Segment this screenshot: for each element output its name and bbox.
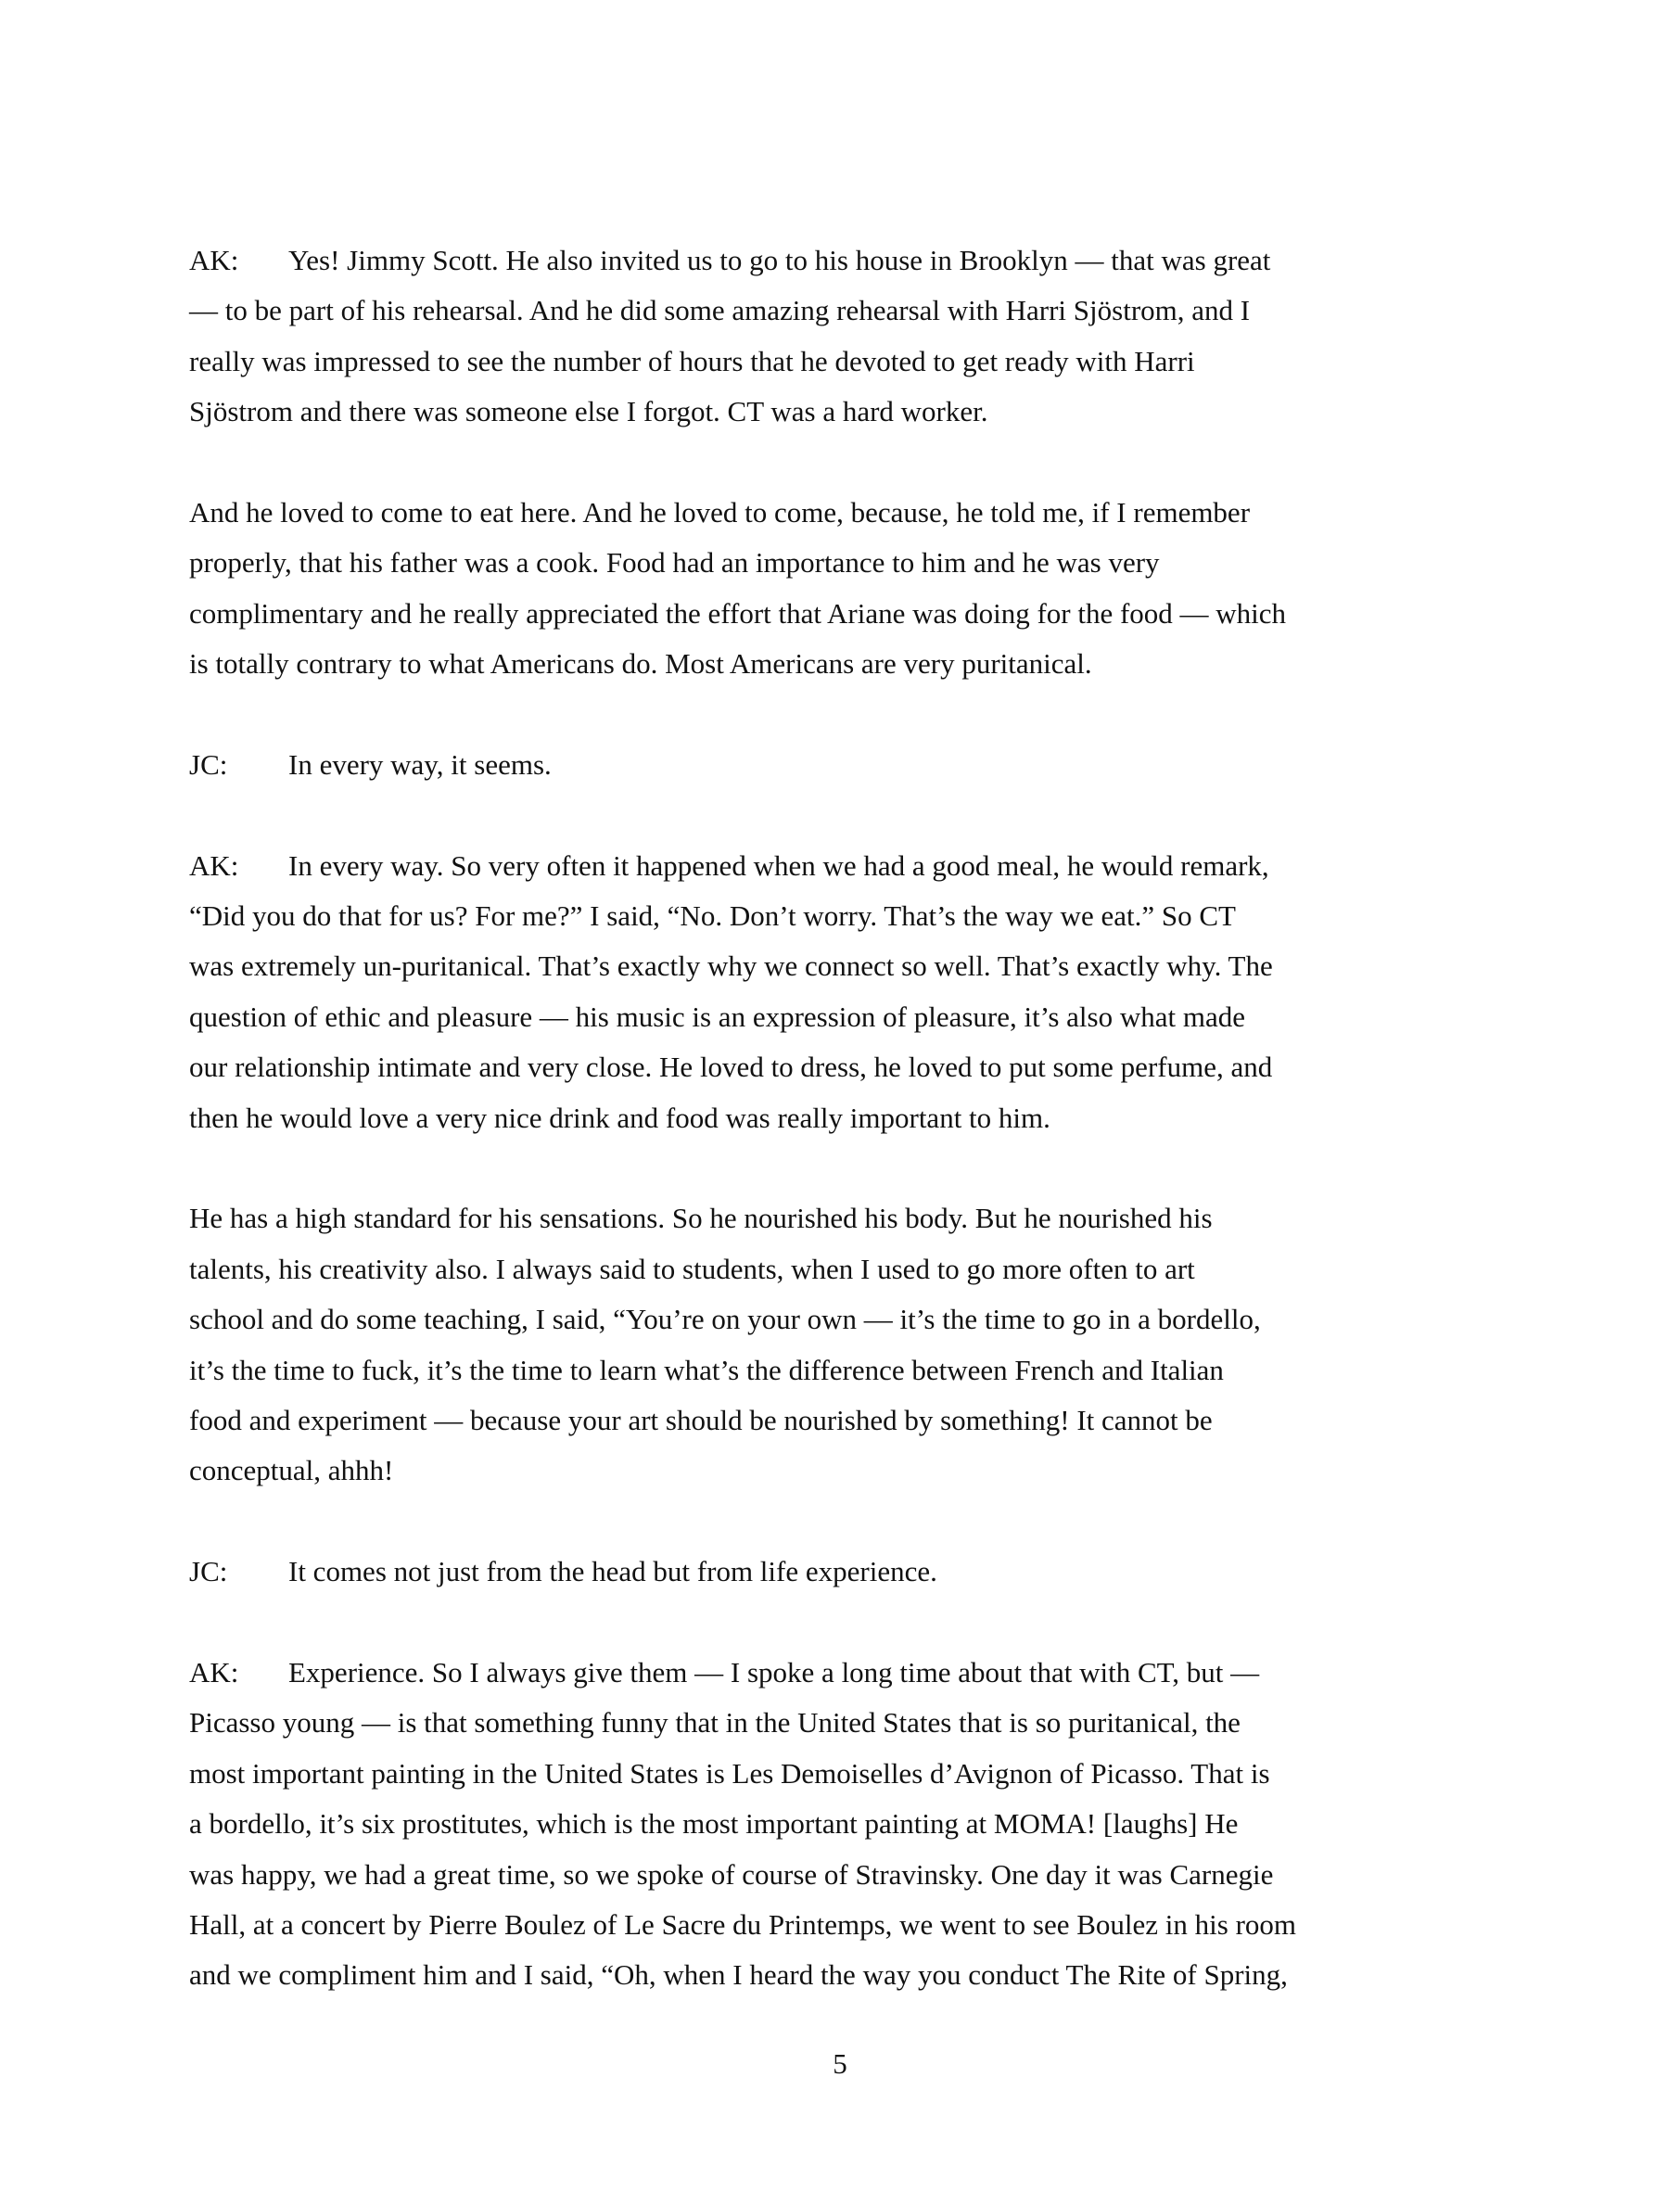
- line-text: properly, that his father was a cook. Food had an importance to him and he was very: [189, 546, 1160, 580]
- line-text: school and do some teaching, I said, “You’re on your own — it’s the time to go in a bordello,: [189, 1303, 1261, 1336]
- continuation-paragraph: [189, 488, 1506, 690]
- text-line: [189, 1395, 1506, 1446]
- speaker-paragraph: [189, 740, 1506, 790]
- speaker-paragraph: [189, 1547, 1506, 1597]
- text-line: [189, 1345, 1506, 1395]
- text-line: [189, 740, 1506, 790]
- line-text: talents, his creativity also. I always said to students, when I used to go more often to art: [189, 1252, 1195, 1285]
- line-text: Sjöstrom and there was someone else I forgot. CT was a hard worker.: [189, 395, 988, 428]
- text-line: [189, 992, 1506, 1042]
- speaker-label: AK:: [189, 848, 239, 882]
- line-text: He has a high standard for his sensations. So he nourished his body. But he nourished his: [189, 1202, 1213, 1235]
- line-text: Picasso young — is that something funny that in the United States that is so puritanical, the: [189, 1706, 1241, 1740]
- line-text: — to be part of his rehearsal. And he did some amazing rehearsal with Harri Sjöstrom, and I: [189, 294, 1251, 327]
- line-text: Hall, at a concert by Pierre Boulez of Le Sacre du Printemps, we went to see Boulez in his room: [189, 1907, 1297, 1941]
- line-text: complimentary and he really appreciated the effort that Ariane was doing for the food — which: [189, 596, 1287, 630]
- text-line: [189, 1244, 1506, 1294]
- line-text: In every way. So very often it happened when we had a good meal, he would remark,: [288, 848, 1269, 882]
- transcript-body: [189, 236, 1506, 2051]
- line-text: it’s the time to fuck, it’s the time to learn what’s the difference between French and Italian: [189, 1353, 1224, 1386]
- line-text: and we compliment him and I said, “Oh, when I heard the way you conduct The Rite of Spring,: [189, 1958, 1288, 1992]
- speaker-paragraph: [189, 841, 1506, 1143]
- line-text: a bordello, it’s six prostitutes, which is the most important painting at MOMA! [laughs] He: [189, 1807, 1239, 1841]
- line-text: question of ethic and pleasure — his music is an expression of pleasure, it’s also what made: [189, 1000, 1245, 1033]
- speaker-paragraph: [189, 236, 1506, 438]
- page-number: 5: [833, 2047, 847, 2080]
- text-line: [189, 337, 1506, 387]
- speaker-label: JC:: [189, 747, 228, 781]
- line-text: was extremely un-puritanical. That’s exactly why we connect so well. That’s exactly why. The: [189, 949, 1273, 983]
- continuation-paragraph: [189, 1193, 1506, 1496]
- text-line: [189, 538, 1506, 588]
- text-line: [189, 1749, 1506, 1799]
- text-line: [189, 1900, 1506, 1950]
- text-line: [189, 1093, 1506, 1143]
- text-line: [189, 1042, 1506, 1092]
- text-line: [189, 1446, 1506, 1496]
- text-line: [189, 286, 1506, 336]
- line-text: conceptual, ahhh!: [189, 1454, 394, 1487]
- speaker-label: AK:: [189, 244, 239, 276]
- text-line: [189, 236, 1506, 286]
- text-line: [189, 639, 1506, 689]
- line-text: And he loved to come to eat here. And he loved to come, because, he told me, if I remember: [189, 495, 1251, 529]
- line-text: In every way, it seems.: [288, 747, 552, 781]
- line-text: food and experiment — because your art should be nourished by something! It cannot be: [189, 1403, 1213, 1436]
- line-text: was happy, we had a great time, so we spoke of course of Stravinsky. One day it was Carnegie: [189, 1857, 1274, 1891]
- text-line: [189, 1193, 1506, 1243]
- line-text: our relationship intimate and very close. He loved to dress, he loved to put some perfume, and: [189, 1051, 1273, 1084]
- line-text: then he would love a very nice drink and food was really important to him.: [189, 1101, 1050, 1134]
- text-line: [189, 1294, 1506, 1345]
- line-text: Yes! Jimmy Scott. He also invited us to go to his house in Brooklyn — that was great: [288, 244, 1271, 276]
- line-text: Experience. So I always give them — I spoke a long time about that with CT, but —: [288, 1655, 1260, 1689]
- text-line: [189, 841, 1506, 891]
- text-line: [189, 1950, 1506, 2000]
- text-line: [189, 891, 1506, 941]
- speaker-paragraph: [189, 1648, 1506, 2001]
- text-line: [189, 488, 1506, 538]
- speaker-label: JC:: [189, 1555, 228, 1588]
- line-text: It comes not just from the head but from life experience.: [288, 1555, 937, 1588]
- text-line: [189, 1648, 1506, 1698]
- line-text: most important painting in the United States is Les Demoiselles d’Avignon of Picasso. That is: [189, 1756, 1270, 1790]
- text-line: [189, 1850, 1506, 1900]
- text-line: [189, 1547, 1506, 1597]
- speaker-label: AK:: [189, 1655, 239, 1689]
- line-text: is totally contrary to what Americans do. Most Americans are very puritanical.: [189, 647, 1092, 681]
- text-line: [189, 1799, 1506, 1849]
- text-line: [189, 589, 1506, 639]
- text-line: [189, 1698, 1506, 1748]
- text-line: [189, 387, 1506, 437]
- line-text: “Did you do that for us? For me?” I said, “No. Don’t worry. That’s the way we eat.” So CT: [189, 899, 1236, 933]
- line-text: really was impressed to see the number of hours that he devoted to get ready with Harri: [189, 344, 1195, 377]
- text-line: [189, 941, 1506, 991]
